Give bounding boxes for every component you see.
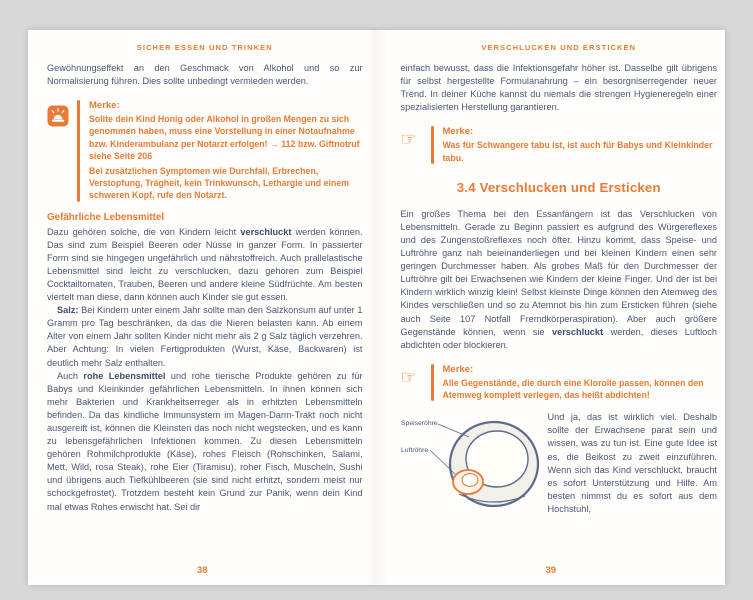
merke-icon-column xyxy=(401,126,431,163)
paragraph: Dazu gehören solche, die von Kindern leicht verschluckt werden können. Das sind zum Beispiel Beeren oder Nüsse in ganzer Form. In passierter Form sind sie hingegen ungefährlich und nährstoffreich. Auch prallelastische Lebensmittel sind leicht zu verschlucken, dazu gehören zum Beispiel Cocktailtomaten, Trauben, Beeren und andere kleine Südfrüchte. Am besten viertelt man diese, dann können auch Kinder sie gut essen. xyxy=(47,226,363,303)
body-paragraphs-right xyxy=(401,208,718,352)
page-right xyxy=(377,30,726,585)
merke-content xyxy=(434,364,718,401)
merke-text: Sollte dein Kind Honig oder Alkohol in großen Mengen zu sich genommen haben, muss eine Vorstellung in einer Notaufnahme bzw. Kinderambulanz per Notarzt erfolgen! → 112 bzw. Giftnotruf siehe Seite 206 xyxy=(89,114,360,161)
pointing-hand-icon: ☞ xyxy=(400,129,417,151)
merke-text: Was für Schwangere tabu ist, ist auch für Babys und Kleinkinder tabu. xyxy=(442,140,713,163)
running-header-left: SICHER ESSEN UND TRINKEN xyxy=(136,43,273,52)
body-paragraphs-left xyxy=(47,226,363,514)
page-left xyxy=(28,30,377,585)
merke-label: Merke: xyxy=(442,363,474,375)
merke-box-klorolle xyxy=(401,364,718,401)
pointing-hand-icon: ☞ xyxy=(400,366,417,388)
paragraph: Auch rohe Lebensmittel und rohe tierische Produkte gehören zu für Babys und Kleinkinder gefährlichen Lebensmitteln. In ihnen können sich mehr Bakterien und Krankheitserreger als in erhitzten Lebensmitteln befinden. Da das kindliche Immunsystem im Magen-Darm-Trakt noch nicht ausgereift ist, können die Kleinsten das noch nicht wegstecken, und es kann zu lebensgefährlichen Infektionen kommen. Zu diesen Lebensmitteln gehören Rohmilchprodukte (Käse), rohes Fleisch (Rohschinken, Salami, Mett, Wild, rosa Steak), rohe Eier (Tiramisu), roher Fisch, Muscheln, Sushi und übrigens auch Tiefkühlbeeren (sie sind nicht erhitzt, sondern meist nur schockgefrostet). Trotzdem besteht kein Grund zur Panik, wenn dein Kind mal etwas Rohes erwischt hat. Sei dir xyxy=(47,370,363,512)
merke-icon-column xyxy=(47,100,77,201)
merke-content xyxy=(80,100,363,201)
merke-label: Merke: xyxy=(89,100,120,112)
paragraph-closing: Und ja, das ist wirklich viel. Deshalb sollte der Erwachsene parat sein und wissen, was zu tun ist. Eine gute Idee ist es, die Beikost zu zweit einzuführen. Wenn sich das Kind verschluckt, braucht es sofort Unterstützung und Hilfe. Am besten nimmst du es sofort aus dem Hochstuhl, xyxy=(547,412,717,514)
page-number-right: 39 xyxy=(545,565,557,576)
merke-icon-column xyxy=(401,364,431,401)
paragraph-intro-right: einfach bewusst, dass die Infektionsgefahr höher ist. Dasselbe gilt übrigens für selbst hergestellte Formulanahrung – ein besorgniserregender neuer Trend. In deiner Küche kannst du niemals die strengen Hygieneregeln einer spezialisierten Herstellung garantieren. xyxy=(400,63,717,113)
page-number-left: 38 xyxy=(196,565,208,576)
chapter-heading: 3.4 Verschlucken und Ersticken xyxy=(456,179,661,195)
illustration-row xyxy=(401,411,718,517)
throat-anatomy-illustration xyxy=(401,411,543,517)
merke-text: Alle Gegenstände, die durch eine Klorolle passen, können den Atemweg komplett verlegen, das heißt abdichten! xyxy=(442,377,704,401)
merke-label: Merke: xyxy=(442,126,474,138)
merke-box-tabu xyxy=(401,126,718,163)
book-spread xyxy=(28,30,725,585)
merke-content xyxy=(434,126,718,163)
paragraph-intro-left: Gewöhnungseffekt an den Geschmack von Alkohol und so zur Normalisierung führen. Dies sollte unbedingt vermieden werden. xyxy=(47,63,363,87)
section-heading-gefaehrliche-lebensmittel: Gefährliche Lebensmittel xyxy=(47,211,165,223)
running-header-right: VERSCHLUCKEN UND ERSTICKEN xyxy=(481,43,637,52)
paragraph: Ein großes Thema bei den Essanfängern ist das Verschlucken von Lebensmitteln. Gerade zu Beginn passiert es aufgrund des Würgereflexes und des Zungenstoßreflexes noch öfter. Hinzu kommt, dass Speise- und Luftröhre ganz nah beieinanderliegen und bei kleinen Kindern einen sehr geringen Durchmesser haben. Als grobes Maß für den Durchmesser der Luftröhre gilt bei Erwachsenen wie Kindern der kleine Finger. Und der ist bei Kindern wirklich winzig klein! Selbst kleinste Dinge können den Atemweg des Kindes verschließen und so zu Atemnot bis hin zum Ersticken führen (siehe auch Seite 107 Notfall Fremdkörperaspiration). Aber auch größere Gegenstände können, wenn sie verschluckt werden, dieses Luftloch abdichten oder blockieren. xyxy=(400,208,717,350)
merke-text: Bei zusätzlichen Symptomen wie Durchfall, Erbrechen, Verstopfung, Trägheit, kein Trinkwunsch, Lethargie und einem schweren Kopf, rufe den Notarzt. xyxy=(89,166,350,201)
merke-box-alcohol xyxy=(47,100,363,201)
alarm-light-icon xyxy=(47,105,69,127)
illustration-label-speiseroehre: Speiseröhre xyxy=(400,420,438,428)
paragraph: Salz: Bei Kindern unter einem Jahr sollte man den Salzkonsum auf unter 1 Gramm pro Tag beschränken, da das die Nieren belasten kann. Ab einem Alter von einem Jahr sollten Kinder nicht mehr als 2 g Salz täglich verzehren. Aber Achtung: In vielen Fertigprodukten (Wurst, Käse, Backwaren) ist deutlich mehr Salz enthalten. xyxy=(47,305,363,368)
illustration-label-luftroehre: Luftröhre xyxy=(400,447,428,455)
